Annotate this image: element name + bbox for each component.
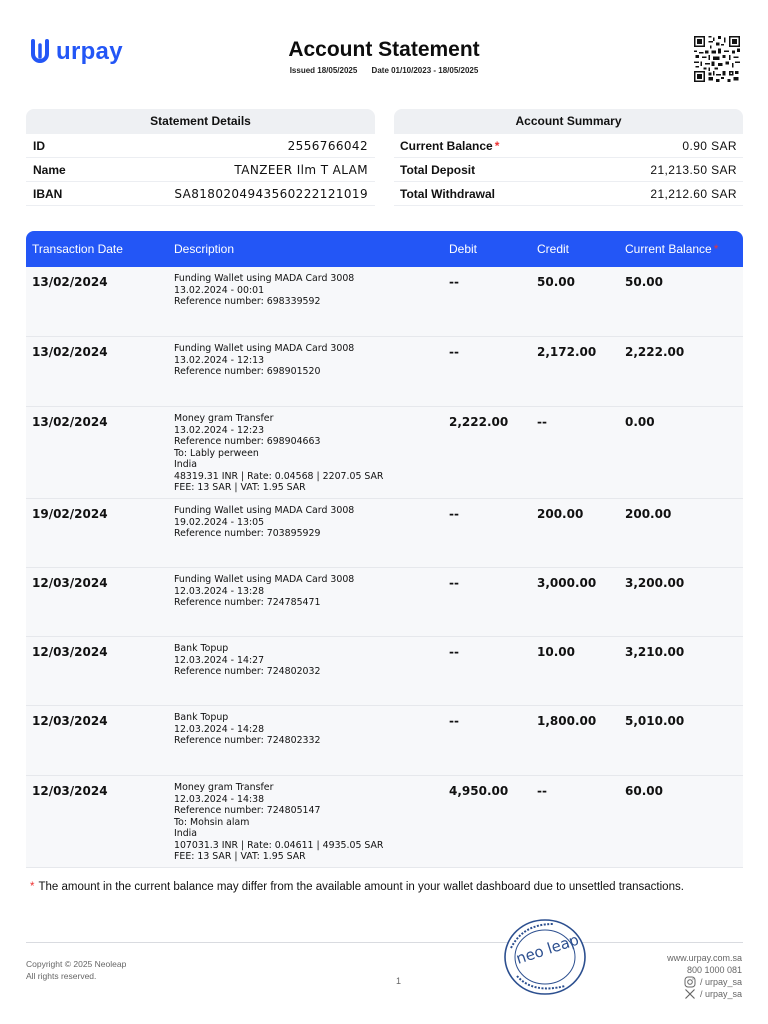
- transaction-date: 13/02/2024: [32, 415, 108, 429]
- phone-number: 800 1000 081: [686, 965, 742, 975]
- transaction-description: [174, 643, 320, 678]
- transaction-description: [174, 574, 354, 609]
- table-row: [26, 568, 743, 637]
- transaction-credit: --: [537, 415, 547, 429]
- col-current-balance: [625, 242, 718, 256]
- summary-row-current-balance: [394, 134, 743, 158]
- rights-text: All rights reserved.: [26, 971, 97, 981]
- transaction-date: 19/02/2024: [32, 507, 108, 521]
- account-summary-box: [394, 109, 743, 206]
- summary-value: 21,212.60 SAR: [650, 186, 737, 201]
- detail-label: IBAN: [33, 186, 63, 201]
- asterisk-icon: *: [713, 242, 719, 256]
- balance-note-text: The amount in the current balance may differ from the available amount in your wallet dashboard due to unsettled transactions.: [38, 881, 684, 893]
- x-handle: / urpay_sa: [699, 989, 742, 999]
- neoleap-stamp-icon: [503, 918, 587, 996]
- balance-note: [30, 881, 684, 893]
- col-description: Description: [174, 242, 235, 256]
- description-line: Reference number: 698339592: [174, 296, 321, 307]
- col-credit: Credit: [537, 242, 570, 256]
- description-line: 13.02.2024 - 12:23: [174, 424, 265, 436]
- transaction-credit: 3,000.00: [537, 576, 597, 590]
- table-row: [26, 776, 743, 868]
- footer-divider: [26, 942, 743, 943]
- contact-block: [667, 952, 742, 1000]
- detail-row-id: [26, 134, 375, 158]
- description-line: 107031.3 INR | Rate: 0.04611 | 4935.05 SAR: [174, 839, 384, 851]
- transaction-credit: 50.00: [537, 275, 575, 289]
- transaction-description: [174, 712, 320, 747]
- transaction-balance: 60.00: [625, 784, 663, 798]
- page-title: Account Statement: [288, 38, 480, 61]
- transaction-description: [174, 343, 354, 378]
- transaction-description: [174, 505, 354, 540]
- transaction-balance: 3,210.00: [625, 645, 685, 659]
- table-row: [26, 267, 743, 337]
- transaction-balance: 200.00: [625, 507, 672, 521]
- transaction-credit: 10.00: [537, 645, 575, 659]
- x-link[interactable]: [667, 988, 742, 1000]
- description-line: 12.03.2024 - 13:28: [174, 585, 265, 597]
- table-row: [26, 499, 743, 568]
- issue-info: [0, 66, 768, 75]
- description-line: India: [174, 459, 198, 470]
- transaction-debit: --: [449, 275, 459, 289]
- description-line: To: Mohsin alam: [174, 816, 250, 828]
- description-line: FEE: 13 SAR | VAT: 1.95 SAR: [174, 482, 306, 493]
- summary-label: Total Withdrawal: [400, 186, 496, 201]
- description-line: Funding Wallet using MADA Card 3008: [174, 505, 355, 516]
- transaction-debit: --: [449, 345, 459, 359]
- table-row: [26, 407, 743, 499]
- description-line: Bank Topup: [174, 712, 229, 723]
- transaction-date: 13/02/2024: [32, 275, 108, 289]
- description-line: Funding Wallet using MADA Card 3008: [174, 343, 355, 354]
- transaction-date: 12/03/2024: [32, 714, 108, 728]
- transaction-credit: --: [537, 784, 547, 798]
- summary-label-text: Current Balance: [400, 138, 493, 153]
- transaction-balance: 2,222.00: [625, 345, 685, 359]
- copyright-text: Copyright © 2025 Neoleap: [26, 959, 127, 969]
- transaction-description: [174, 782, 383, 863]
- statement-details-heading: Statement Details: [26, 109, 375, 134]
- transaction-date: 13/02/2024: [32, 345, 108, 359]
- x-icon: [684, 988, 696, 1000]
- summary-value: 0.90 SAR: [682, 138, 737, 153]
- description-line: 12.03.2024 - 14:28: [174, 723, 265, 735]
- description-line: Money gram Transfer: [174, 782, 274, 793]
- summary-label: [400, 139, 499, 153]
- summary-row-total-withdrawal: [394, 182, 743, 206]
- transaction-description: [174, 413, 383, 494]
- summary-value: 21,213.50 SAR: [650, 162, 737, 177]
- transaction-debit: 2,222.00: [449, 415, 509, 429]
- col-debit: Debit: [449, 242, 478, 256]
- description-line: Funding Wallet using MADA Card 3008: [174, 273, 355, 284]
- table-row: [26, 706, 743, 776]
- transaction-debit: --: [449, 714, 459, 728]
- detail-label: Name: [33, 162, 66, 177]
- description-line: 48319.31 INR | Rate: 0.04568 | 2207.05 SAR: [174, 470, 384, 482]
- transaction-balance: 0.00: [625, 415, 655, 429]
- transaction-description: [174, 273, 354, 308]
- detail-row-name: [26, 158, 375, 182]
- stamp-text: neo leap: [513, 930, 582, 968]
- col-transaction-date: Transaction Date: [32, 242, 123, 256]
- table-row: [26, 637, 743, 706]
- transaction-date: 12/03/2024: [32, 784, 108, 798]
- transaction-debit: 4,950.00: [449, 784, 509, 798]
- brand-name: urpay: [56, 38, 123, 65]
- transaction-balance: 3,200.00: [625, 576, 685, 590]
- description-line: Money gram Transfer: [174, 413, 274, 424]
- issued-date: Issued 18/05/2025: [289, 66, 358, 75]
- description-line: Reference number: 724785471: [174, 597, 321, 608]
- detail-value: 2556766042: [287, 138, 368, 153]
- copyright-block: [26, 958, 126, 982]
- detail-value: TANZEER Ilm T ALAM: [234, 162, 368, 177]
- description-line: Reference number: 698901520: [174, 366, 321, 377]
- summary-label: Total Deposit: [400, 162, 476, 177]
- description-line: 12.03.2024 - 14:27: [174, 654, 265, 666]
- transaction-date: 12/03/2024: [32, 645, 108, 659]
- detail-label: ID: [33, 138, 45, 153]
- description-line: Reference number: 724802332: [174, 735, 321, 746]
- description-line: Bank Topup: [174, 643, 229, 654]
- description-line: 13.02.2024 - 12:13: [174, 354, 265, 366]
- page-number: 1: [396, 976, 402, 986]
- instagram-handle: / urpay_sa: [699, 977, 742, 987]
- transaction-balance: 5,010.00: [625, 714, 685, 728]
- transaction-debit: --: [449, 576, 459, 590]
- description-line: Reference number: 703895929: [174, 528, 321, 539]
- transaction-balance: 50.00: [625, 275, 663, 289]
- description-line: To: Lably perween: [174, 447, 259, 459]
- statement-details-box: [26, 109, 375, 206]
- description-line: Funding Wallet using MADA Card 3008: [174, 574, 355, 585]
- instagram-link[interactable]: [667, 976, 742, 988]
- asterisk-icon: *: [494, 138, 500, 153]
- transactions-table-header: [26, 231, 743, 267]
- transaction-debit: --: [449, 645, 459, 659]
- description-line: Reference number: 724802032: [174, 666, 321, 677]
- summary-row-total-deposit: [394, 158, 743, 182]
- description-line: India: [174, 828, 198, 839]
- table-row: [26, 337, 743, 407]
- transaction-credit: 2,172.00: [537, 345, 597, 359]
- transaction-date: 12/03/2024: [32, 576, 108, 590]
- transaction-credit: 1,800.00: [537, 714, 597, 728]
- description-line: 19.02.2024 - 13:05: [174, 516, 265, 528]
- statement-date-range: Date 01/10/2023 - 18/05/2025: [371, 66, 479, 75]
- description-line: Reference number: 724805147: [174, 805, 321, 816]
- col-current-balance-label: Current Balance: [625, 242, 712, 256]
- asterisk-icon: *: [30, 881, 35, 893]
- description-line: 13.02.2024 - 00:01: [174, 284, 265, 296]
- instagram-icon: [684, 976, 696, 988]
- website-link[interactable]: www.urpay.com.sa: [667, 953, 742, 963]
- detail-row-iban: [26, 182, 375, 206]
- qr-code-icon: [694, 36, 740, 82]
- description-line: 12.03.2024 - 14:38: [174, 793, 265, 805]
- description-line: Reference number: 698904663: [174, 436, 321, 447]
- account-summary-heading: Account Summary: [394, 109, 743, 134]
- transaction-credit: 200.00: [537, 507, 584, 521]
- detail-value: SA8180204943560222121019: [174, 186, 368, 201]
- transaction-debit: --: [449, 507, 459, 521]
- description-line: FEE: 13 SAR | VAT: 1.95 SAR: [174, 851, 306, 862]
